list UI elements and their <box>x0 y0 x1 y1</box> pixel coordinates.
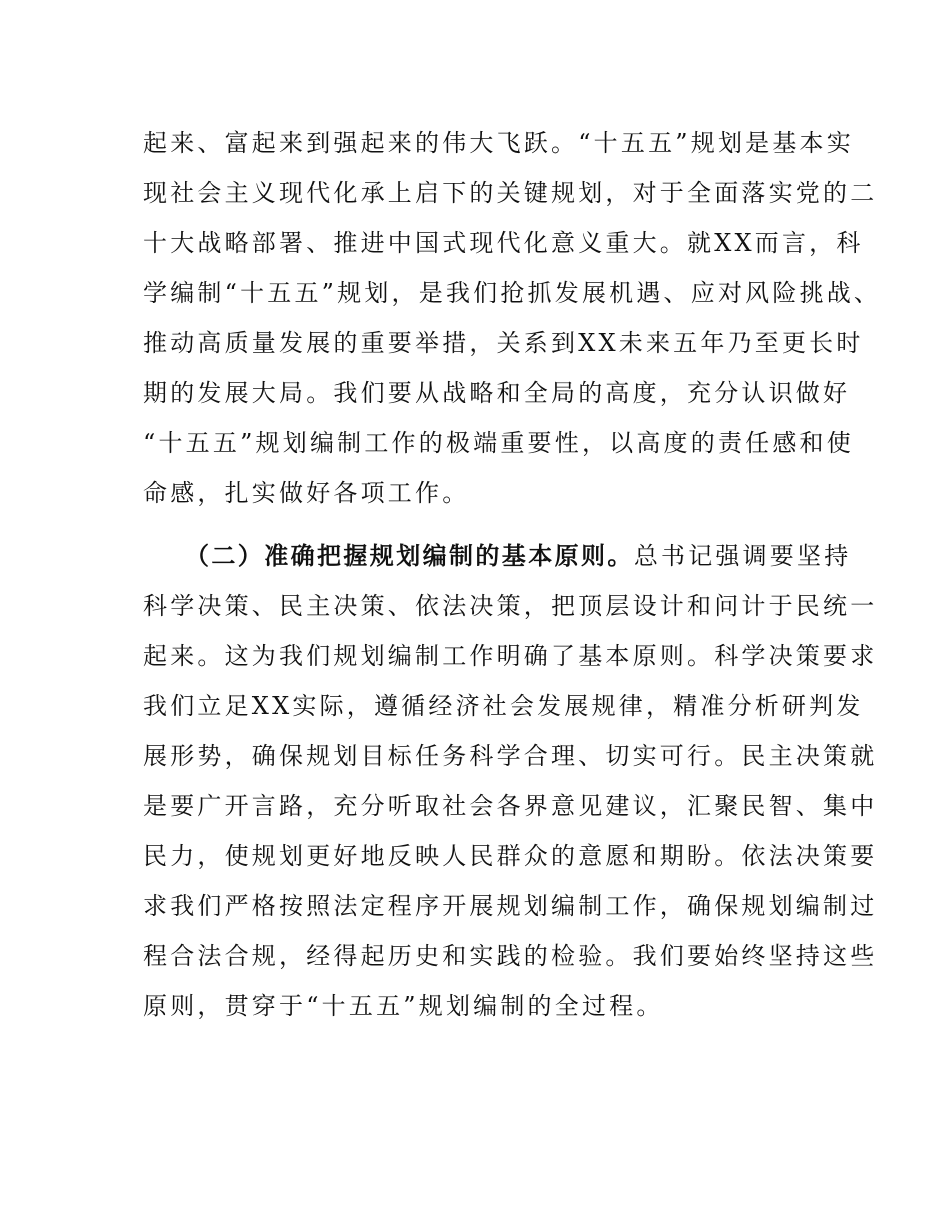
text-line: 原则，贯穿于“十五五”规划编制的全过程。 <box>143 992 664 1020</box>
text-line: 民力，使规划更好地反映人民群众的意愿和期盼。依法决策要 <box>143 842 878 870</box>
section-heading: （二）准确把握规划编制的基本原则。 <box>185 542 634 570</box>
text-line: 求我们严格按照法定程序开展规划编制工作，确保规划编制过 <box>143 892 878 920</box>
text-line: 命感，扎实做好各项工作。 <box>143 479 470 507</box>
text-line: 起来、富起来到强起来的伟大飞跃。“十五五”规划是基本实 <box>143 129 854 157</box>
text-line: 现社会主义现代化承上启下的关键规划，对于全面落实党的二 <box>143 179 878 207</box>
text-line: 起来。这为我们规划编制工作明确了基本原则。科学决策要求 <box>143 642 878 670</box>
text-line: 科学决策、民主决策、依法决策，把顶层设计和问计于民统一 <box>143 592 878 620</box>
text-line: 期的发展大局。我们要从战略和全局的高度，充分认识做好 <box>143 379 851 407</box>
text-line: 程合法合规，经得起历史和实践的检验。我们要始终坚持这些 <box>143 942 878 970</box>
text-line: 十大战略部署、推进中国式现代化意义重大。就XX而言，科 <box>143 229 864 257</box>
text-line: 展形势，确保规划目标任务科学合理、切实可行。民主决策就 <box>143 742 878 770</box>
text-line: 我们立足XX实际，遵循经济社会发展规律，精准分析研判发 <box>143 692 864 720</box>
paragraph-first-line <box>185 540 851 572</box>
text-line: 学编制“十五五”规划，是我们抢抓发展机遇、应对风险挑战、 <box>143 279 882 307</box>
text-line: 推动高质量发展的重要举措，关系到XX未来五年乃至更长时 <box>143 329 864 357</box>
text-line: “十五五”规划编制工作的极端重要性，以高度的责任感和使 <box>143 429 854 457</box>
heading-continuation: 总书记强调要坚持 <box>633 542 852 570</box>
text-line: 是要广开言路，充分听取社会各界意见建议，汇聚民智、集中 <box>143 792 878 820</box>
